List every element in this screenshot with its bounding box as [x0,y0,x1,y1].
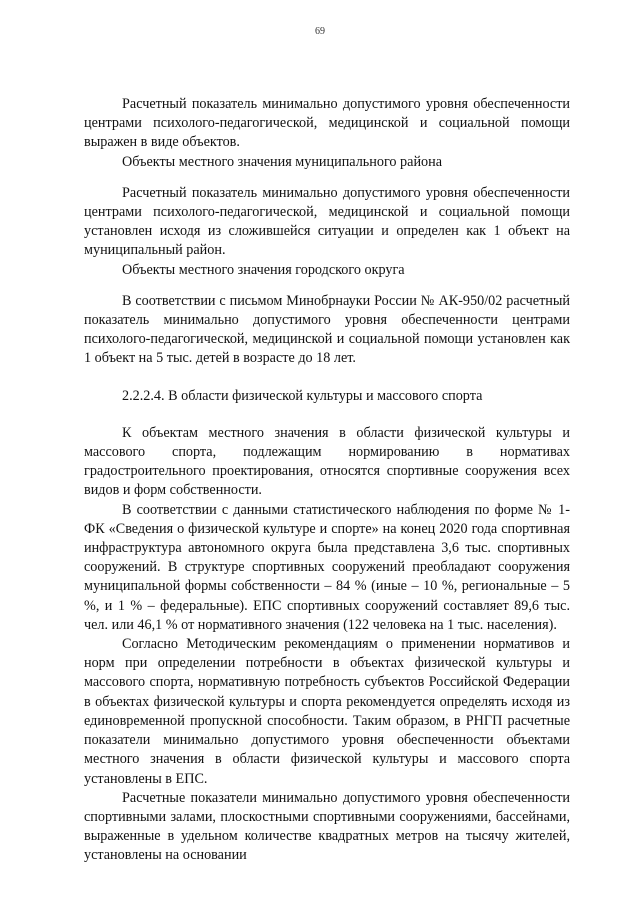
section-heading-sport: 2.2.2.4. В области физической культуры и массового спорта [122,387,483,404]
paragraph-statistics: В соответствии с данными статистического наблюдения по форме № 1-ФК «Сведения о физической культуре и спорте» на конец 2020 года спортивная инфраструктура автономного округа была представлена 3,6 тыс. спортивных сооружений. В структуре спортивных сооружений преобладают сооружения муниципальной формы собственности – 84 % (иные – 10 %, региональные – 5 %, и 1 % – федеральные). ЕПС спортивных сооружений составляет 89,6 тыс. чел. или 46,1 % от нормативного значения (122 человека на 1 тыс. населения). [84,501,570,633]
paragraph-sport-objects: К объектам местного значения в области физической культуры и массового спорта, подлежащим нормированию в нормативах градостроительного проектирования, относятся спортивные сооружения всех видов и форм собственности. [84,424,570,499]
subheading-municipal-district: Объекты местного значения муниципального района [122,153,443,170]
paragraph-methodology: Согласно Методическим рекомендациям о применении нормативов и норм при определении потребности в объектах физической культуры и массового спорта, нормативную потребность субъектов Российской Федерации в объектах физической культуры и спорта рекомендуется определять исходя из единовременной пропускной способности. Таким образом, в РНГП расчетные показатели минимально допустимого уровня обеспеченности объектами местного значения в области физической культуры и массового спорта установлены в ЕПС. [84,636,570,787]
page-number: 69 [315,26,325,37]
subheading-city-district: Объекты местного значения городского округа [122,261,405,278]
paragraph-indicator-form: Расчетный показатель минимально допустимого уровня обеспеченности центрами психолого-педагогической, медицинской и социальной помощи выражен в виде объектов. [84,96,570,151]
paragraph-city-district: В соответствии с письмом Минобрнауки России № АК-950/02 расчетный показатель минимально допустимого уровня обеспеченности центрами психолого-педагогической, медицинской и социальной помощи установлен как 1 объект на 5 тыс. детей в возрасте до 18 лет. [84,292,570,367]
paragraph-municipal-district: Расчетный показатель минимально допустимого уровня обеспеченности центрами психолого-педагогической, медицинской и социальной помощи установлен исходя из сложившейся ситуации и определен как 1 объект на муниципальный район. [84,184,570,259]
paragraph-indicators-basis: Расчетные показатели минимально допустимого уровня обеспеченности спортивными залами, плоскостными спортивными сооружениями, бассейнами, выраженные в удельном количестве квадратных метров на тысячу жителей, установлены на основании [84,789,570,864]
document-body [84,95,570,866]
